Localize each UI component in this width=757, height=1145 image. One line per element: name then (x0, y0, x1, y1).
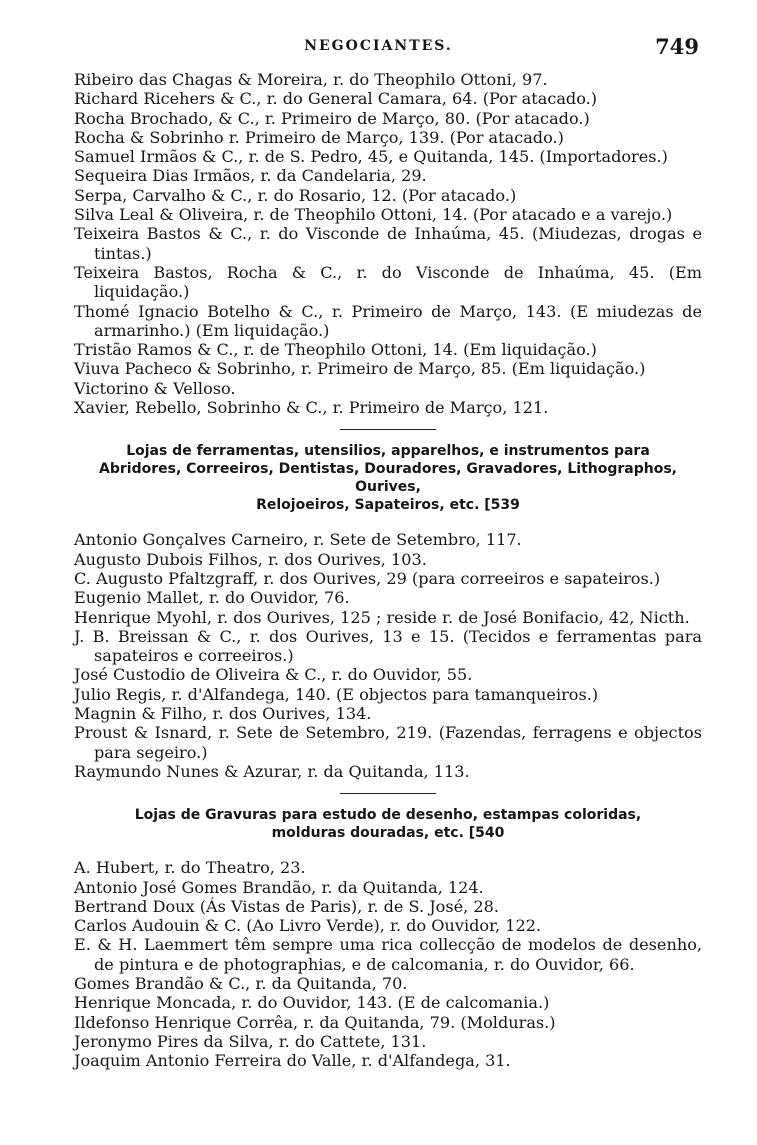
list-entry: Proust & Isnard, r. Sete de Setembro, 219. (Fazendas, ferragens e objectos para segeiro.) (74, 723, 702, 762)
heading-line: molduras douradas, etc. [540 (271, 825, 505, 842)
directory-content (74, 70, 702, 1070)
tools-list (74, 530, 702, 781)
page-header (0, 34, 757, 64)
list-entry: Teixeira Bastos & C., r. do Visconde de Inhaúma, 45. (Miudezas, drogas e tintas.) (74, 224, 702, 263)
list-entry: Bertrand Doux (Ás Vistas de Paris), r. de S. José, 28. (74, 896, 499, 916)
list-entry: Viuva Pacheco & Sobrinho, r. Primeiro de Março, 85. (Em liquidação.) (74, 359, 646, 379)
list-entry: Thomé Ignacio Botelho & C., r. Primeiro de Março, 143. (E miudezas de armarinho.) (Em liquidação.) (74, 301, 702, 340)
heading-line: Lojas de ferramentas, utensilios, apparelhos, e instrumentos para (126, 443, 650, 460)
heading-line: Relojoeiros, Sapateiros, etc. [539 (256, 497, 520, 514)
list-entry: Ildefonso Henrique Corrêa, r. da Quitanda, 79. (Molduras.) (74, 1012, 556, 1032)
list-entry: Victorino & Velloso. (74, 378, 236, 398)
list-entry: Magnin & Filho, r. dos Ourives, 134. (74, 704, 372, 724)
section-heading-engravings (74, 806, 702, 842)
section-heading-tools (74, 442, 702, 514)
list-entry: Sequeira Dias Irmãos, r. da Candelaria, 29. (74, 166, 427, 186)
list-entry: Teixeira Bastos, Rocha & C., r. do Visconde de Inhaúma, 45. (Em liquidação.) (74, 262, 702, 302)
list-entry: Jeronymo Pires da Silva, r. do Cattete, 131. (74, 1031, 427, 1051)
list-entry: J. B. Breissan & C., r. dos Ourives, 13 e 15. (Tecidos e ferramentas para sapateiros e correeiros.) (74, 626, 702, 666)
list-entry: Xavier, Rebello, Sobrinho & C., r. Primeiro de Março, 121. (74, 398, 549, 418)
list-entry: Serpa, Carvalho & C., r. do Rosario, 12. (Por atacado.) (74, 185, 517, 205)
list-entry: C. Augusto Pfaltzgraff, r. dos Ourives, 29 (para correeiros e sapateiros.) (74, 568, 661, 588)
list-entry: Joaquim Antonio Ferreira do Valle, r. d'Alfandega, 31. (74, 1051, 511, 1071)
list-entry: Rocha Brochado, & C., r. Primeiro de Março, 80. (Por atacado.) (74, 108, 590, 128)
page-number: 749 (655, 34, 699, 59)
list-entry: Antonio José Gomes Brandão, r. da Quitanda, 124. (74, 877, 484, 897)
list-entry: Julio Regis, r. d'Alfandega, 140. (E objectos para tamanqueiros.) (74, 684, 599, 704)
continued-list (74, 70, 702, 417)
list-entry: José Custodio de Oliveira & C., r. do Ouvidor, 55. (74, 665, 473, 685)
list-entry: Raymundo Nunes & Azurar, r. da Quitanda, 113. (74, 761, 470, 781)
list-entry: A. Hubert, r. do Theatro, 23. (74, 858, 306, 878)
list-entry: Ribeiro das Chagas & Moreira, r. do Theophilo Ottoni, 97. (74, 70, 548, 89)
running-head: NEGOCIANTES. (304, 38, 453, 54)
list-entry: Henrique Myohl, r. dos Ourives, 125 ; reside r. de José Bonifacio, 42, Nicth. (74, 607, 690, 627)
list-entry: Richard Ricehers & C., r. do General Camara, 64. (Por atacado.) (74, 89, 598, 109)
list-entry: E. & H. Laemmert têm sempre uma rica collecção de modelos de desenho, de pintura e de photographias, e de calcomania, r. do Ouvidor, 66. (74, 935, 702, 974)
heading-line: Lojas de Gravuras para estudo de desenho, estampas coloridas, (134, 807, 642, 824)
list-entry: Eugenio Mallet, r. do Ouvidor, 76. (74, 588, 350, 608)
engravings-list (74, 858, 702, 1070)
list-entry: Henrique Moncada, r. do Ouvidor, 143. (E de calcomania.) (74, 993, 550, 1013)
list-entry: Antonio Gonçalves Carneiro, r. Sete de Setembro, 117. (74, 530, 522, 550)
section-divider (340, 793, 436, 794)
list-entry: Augusto Dubois Filhos, r. dos Ourives, 103. (74, 549, 427, 569)
list-entry: Rocha & Sobrinho r. Primeiro de Março, 139. (Por atacado.) (74, 127, 564, 147)
list-entry: Carlos Audouin & C. (Ao Livro Verde), r. do Ouvidor, 122. (74, 916, 542, 936)
list-entry: Samuel Irmãos & C., r. de S. Pedro, 45, e Quitanda, 145. (Importadores.) (74, 147, 668, 167)
list-entry: Tristão Ramos & C., r. de Theophilo Ottoni, 14. (Em liquidação.) (74, 340, 597, 360)
section-divider (340, 429, 436, 430)
list-entry: Silva Leal & Oliveira, r. de Theophilo Ottoni, 14. (Por atacado e a varejo.) (74, 205, 673, 225)
list-entry: Gomes Brandão & C., r. da Quitanda, 70. (74, 973, 408, 993)
heading-line: Abridores, Correeiros, Dentistas, Douradores, Gravadores, Lithographos, Ourives, (99, 461, 677, 496)
